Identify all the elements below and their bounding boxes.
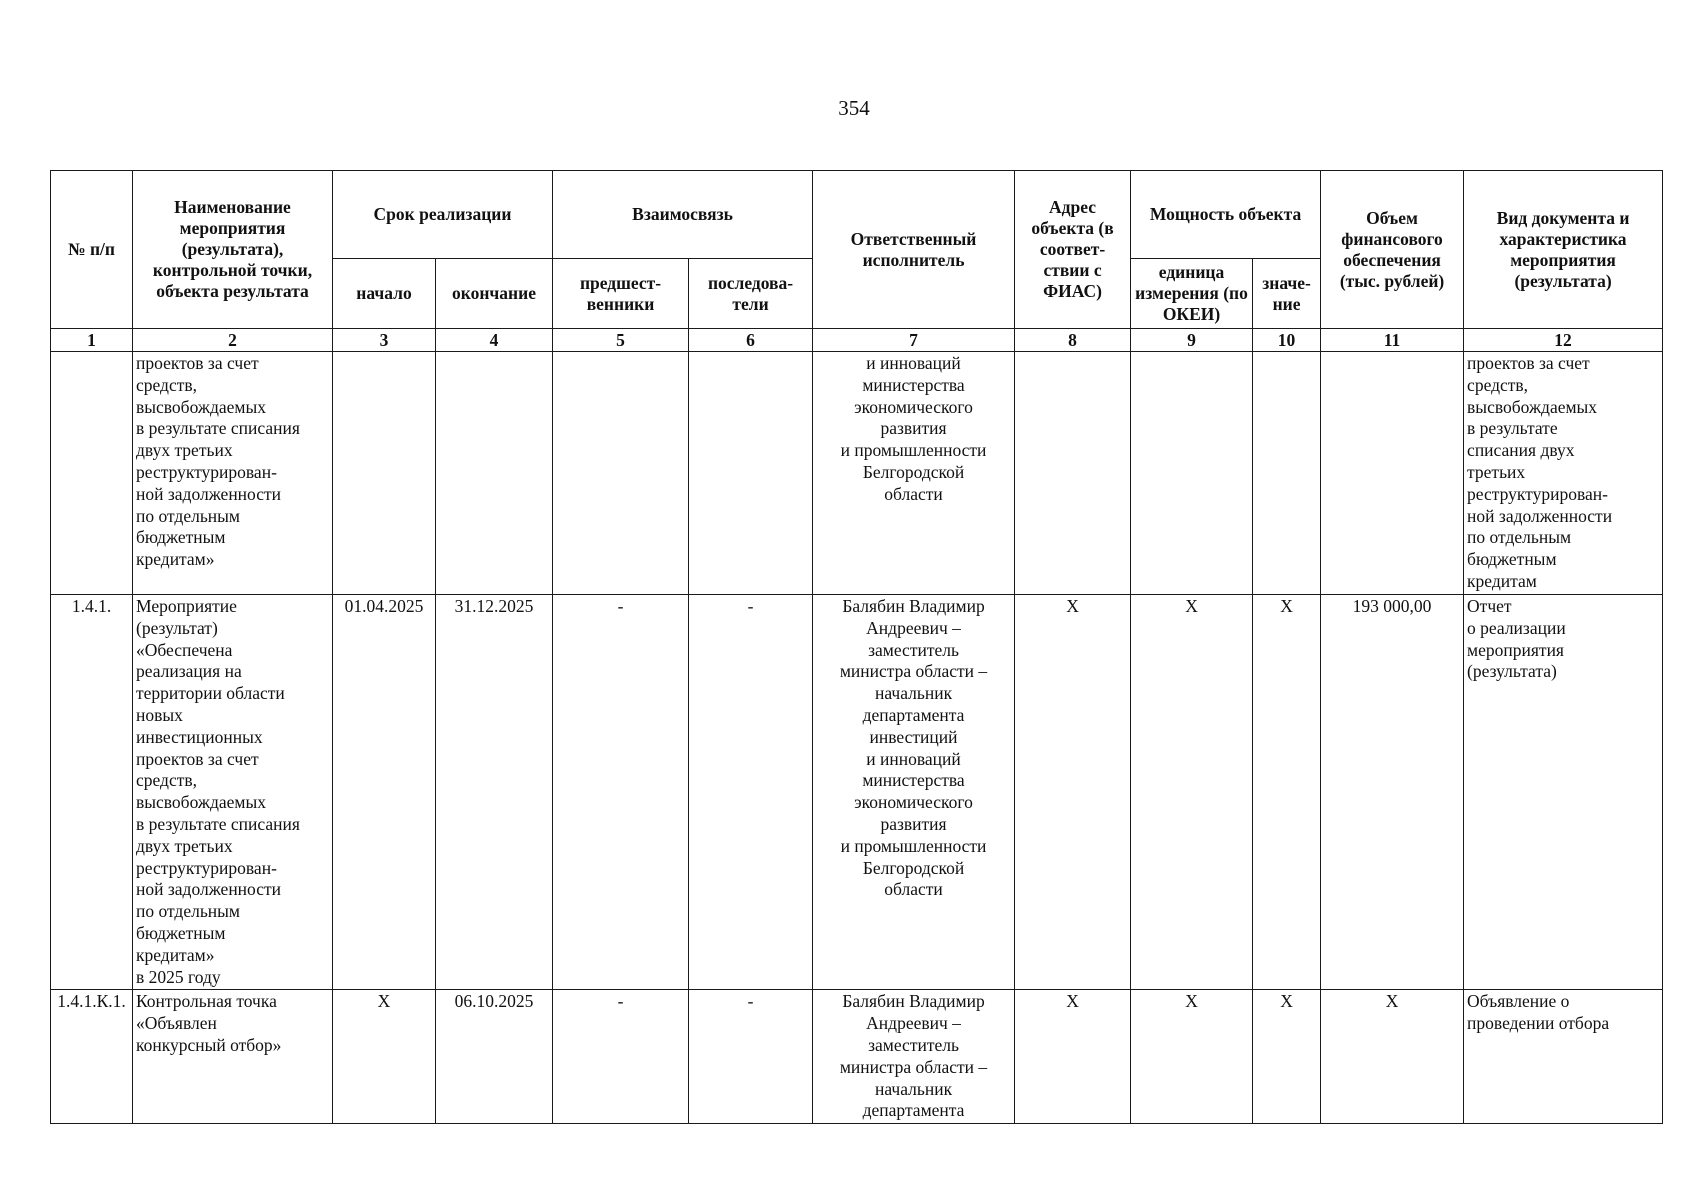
column-number: 1 [51, 329, 133, 352]
row-address: X [1015, 990, 1131, 1124]
header-volume: Объем финансового обеспечения (тыс. рублей) [1321, 171, 1464, 329]
header-successors: последова-тели [689, 259, 813, 329]
header-value: значе-ние [1253, 259, 1321, 329]
row-responsible: Балябин Владимир Андреевич – заместитель министра области – начальник департамента [813, 990, 1015, 1124]
header-link: Взаимосвязь [553, 171, 813, 259]
row-value [1253, 352, 1321, 595]
row-address: X [1015, 595, 1131, 990]
row-doc-type: Отчет о реализации мероприятия (результата) [1464, 595, 1663, 990]
row-num: 1.4.1. [51, 595, 133, 990]
table-row [51, 595, 1663, 990]
header-predecessors: предшест-венники [553, 259, 689, 329]
row-name: проектов за счет средств, высвобождаемых в результате списания двух третьих реструктурирован- ной задолженности по отдельным бюджетным кредитам» [133, 352, 333, 595]
column-number: 12 [1464, 329, 1663, 352]
row-start: X [333, 990, 436, 1124]
row-num: 1.4.1.К.1. [51, 990, 133, 1124]
column-number: 10 [1253, 329, 1321, 352]
header-num: № п/п [51, 171, 133, 329]
column-number: 3 [333, 329, 436, 352]
row-value: X [1253, 990, 1321, 1124]
row-end: 06.10.2025 [436, 990, 553, 1124]
row-num [51, 352, 133, 595]
row-volume: X [1321, 990, 1464, 1124]
header-responsible: Ответственный исполнитель [813, 171, 1015, 329]
row-start: 01.04.2025 [333, 595, 436, 990]
row-volume [1321, 352, 1464, 595]
column-number: 7 [813, 329, 1015, 352]
header-start: начало [333, 259, 436, 329]
header-row-1 [51, 171, 1663, 259]
header-period: Срок реализации [333, 171, 553, 259]
row-unit: X [1131, 595, 1253, 990]
column-number: 6 [689, 329, 813, 352]
row-name: Контрольная точка «Объявлен конкурсный отбор» [133, 990, 333, 1124]
table-row [51, 990, 1663, 1124]
header-doc-type: Вид документа и характеристика мероприятия (результата) [1464, 171, 1663, 329]
header-capacity: Мощность объекта [1131, 171, 1321, 259]
row-value: X [1253, 595, 1321, 990]
column-number: 4 [436, 329, 553, 352]
header-name: Наименование мероприятия (результата), контрольной точки, объекта результата [133, 171, 333, 329]
row-end: 31.12.2025 [436, 595, 553, 990]
column-number: 5 [553, 329, 689, 352]
row-end [436, 352, 553, 595]
row-successors [689, 352, 813, 595]
row-predecessors: - [553, 595, 689, 990]
row-predecessors: - [553, 990, 689, 1124]
row-predecessors [553, 352, 689, 595]
header-end: окончание [436, 259, 553, 329]
row-volume: 193 000,00 [1321, 595, 1464, 990]
row-start [333, 352, 436, 595]
column-number: 9 [1131, 329, 1253, 352]
header-unit: единица измерения (по ОКЕИ) [1131, 259, 1253, 329]
row-unit: X [1131, 990, 1253, 1124]
row-successors: - [689, 990, 813, 1124]
row-address [1015, 352, 1131, 595]
table-row [51, 352, 1663, 595]
row-successors: - [689, 595, 813, 990]
header-address: Адрес объекта (в соответ-ствии с ФИАС) [1015, 171, 1131, 329]
row-doc-type: проектов за счет средств, высвобождаемых в результате списания двух третьих реструктурирован- ной задолженности по отдельным бюджетным кредитам [1464, 352, 1663, 595]
row-unit [1131, 352, 1253, 595]
row-name: Мероприятие (результат) «Обеспечена реализация на территории области новых инвестиционных проектов за счет средств, высвобождаемых в результате списания двух третьих реструктурирован- ной задолженности по отдельным бюджетным кредитам» в 2025 году [133, 595, 333, 990]
column-number: 8 [1015, 329, 1131, 352]
page-number: 354 [838, 96, 870, 120]
events-table [50, 170, 1663, 1124]
row-responsible: и инноваций министерства экономического развития и промышленности Белгородской области [813, 352, 1015, 595]
row-responsible: Балябин Владимир Андреевич – заместитель министра области – начальник департамента инвестиций и инноваций министерства экономического развития и промышленности Белгородской области [813, 595, 1015, 990]
row-doc-type: Объявление о проведении отбора [1464, 990, 1663, 1124]
column-number-row [51, 329, 1663, 352]
column-number: 2 [133, 329, 333, 352]
column-number: 11 [1321, 329, 1464, 352]
